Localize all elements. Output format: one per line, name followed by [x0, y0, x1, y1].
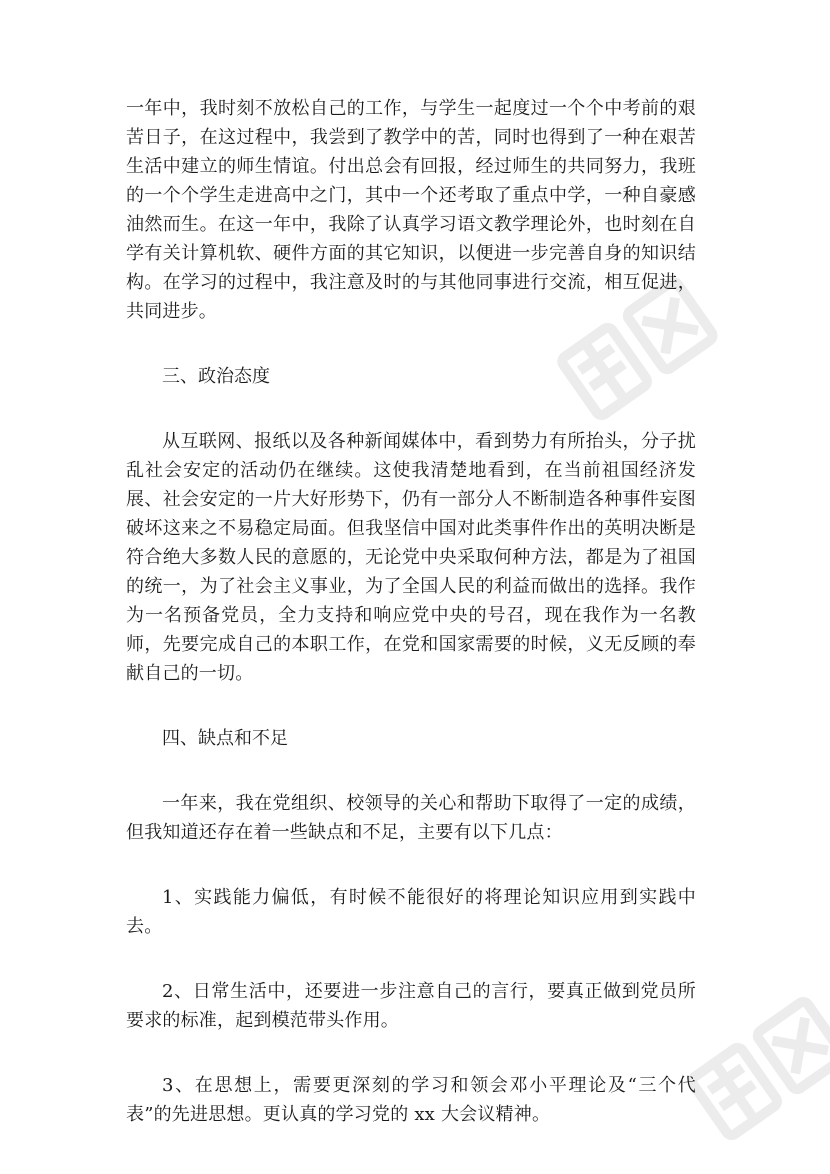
section-heading-shortcomings: 四、缺点和不足 — [162, 728, 288, 749]
paragraph-work-summary: 一年中，我时刻不放松自己的工作，与学生一起度过一个个中考前的艰苦日子，在这过程中，我尝到了教学中的苦，同时也得到了一种在艰苦生活中建立的师生情谊。付出总会有回报，经过师生的共同努力，我班的一个个学生走进高中之门，其中一个还考取了重点中学，一种自豪感油然而生。在这一年中，我除了认真学习语文教学理论外，也时刻在自学有关计算机软、硬件方面的其它知识，以便进一步完善自身的知识结构。在学习的过程中，我注意及时的与其他同事进行交流，相互促进，共同进步。 — [126, 98, 696, 322]
list-item-shortcoming-3: 3、在思想上，需要更深刻的学习和领会邓小平理论及“三个代表”的先进思想。更认真的学习党的 xx 大会议精神。 — [126, 1075, 696, 1125]
list-item-shortcoming-1: 1、实践能力偏低，有时候不能很好的将理论知识应用到实践中去。 — [126, 887, 696, 937]
section-heading-political-attitude: 三、政治态度 — [162, 366, 270, 387]
document-body — [126, 94, 696, 1129]
list-item-shortcoming-2: 2、日常生活中，还要进一步注意自己的言行，要真正做到党员所要求的标准，起到模范带头作用。 — [126, 981, 696, 1031]
paragraph-shortcomings-intro: 一年来，我在党组织、校领导的关心和帮助下取得了一定的成绩，但我知道还存在着一些缺点和不足，主要有以下几点： — [126, 793, 696, 843]
paragraph-political-attitude: 从互联网、报纸以及各种新闻媒体中，看到势力有所抬头，分子扰乱社会安定的活动仍在继续。这使我清楚地看到，在当前祖国经济发展、社会安定的一片大好形势下，仍有一部分人不断制造各种事件妄图破坏这来之不易稳定局面。但我坚信中国对此类事件作出的英明决断是符合绝大多数人民的意愿的，无论党中央采取何种方法，都是为了祖国的统一，为了社会主义事业，为了全国人民的利益而做出的选择。我作为一名预备党员，全力支持和响应党中央的号召，现在我作为一名教师，先要完成自己的本职工作，在党和国家需要的时候，义无反顾的奉献自己的一切。 — [126, 431, 696, 684]
